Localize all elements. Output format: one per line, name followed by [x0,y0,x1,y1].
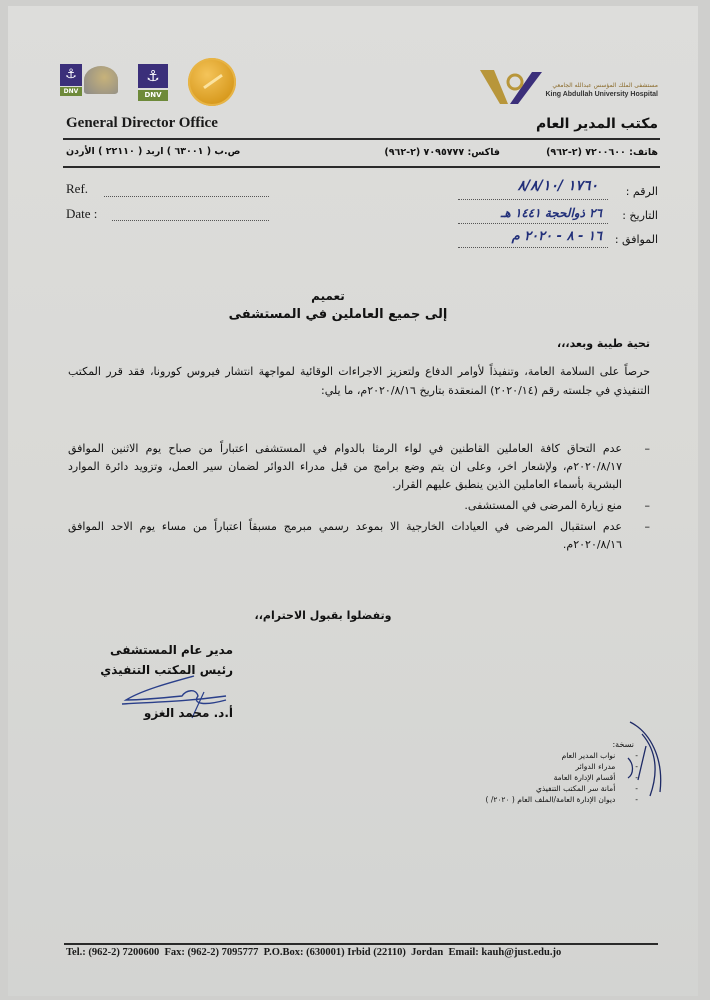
copy-bullet: - [635,795,638,804]
copies-list [486,750,638,805]
bullet-dash: – [644,499,650,512]
signatory-title-1: مدير عام المستشفى [110,643,233,657]
copies-label: نسخة: [612,740,634,749]
header-rule-bottom [63,166,660,168]
decision-text: عدم التحاق كافة العاملين القاطنين في لواء الرمثا بالدوام في المستشفى اعتباراً من صباح يوم الاثنين الموافق ٢٠٢٠/٨/١٧م، ولإشعار اخر، وعلى ان يتم وضع برامج من قبل مدراء الدوائر لضمان سير العمل، وتزويد دائرة الموارد البشرية بأسماء العاملين الذين ينطبق عليهم القرار. [68,442,622,491]
decision-text: عدم استقبال المرضى في العيادات الخارجية الا بموعد رسمي مبرمج مسبقاً اعتباراً من مساء يوم الاحد الموافق ٢٠٢٠/٨/١٦م. [68,520,622,551]
certification-logo-1 [60,60,122,106]
gold-seal-logo [188,58,236,106]
bullet-dash: – [644,442,650,455]
handwritten-initials [620,718,672,798]
anchor-icon: ⚓ [138,64,168,88]
copy-bullet: - [635,762,638,771]
office-title-ar: مكتب المدير العام [535,116,658,132]
copy-bullet: - [635,751,638,760]
office-title-en: General Director Office [66,115,218,131]
signatory-name: أ.د. محمد الغزو [143,706,233,720]
dnv-badge: DNV [60,87,82,96]
kauh-logo-icon [480,68,544,106]
copy-bullet: - [635,784,638,793]
ref-line [104,196,269,197]
phone-ar: هاتف: ٧٢٠٠٦٠٠ (٢-٩٦٢) [546,147,658,158]
copy-text: مدراء الدوائر [575,762,616,771]
circular-title: تعميم [311,289,345,303]
greeting: تحية طيبة وبعد،،، [557,337,650,350]
hospital-name-en: King Abdullah University Hospital [545,91,658,98]
gregorian-date-line [458,247,608,248]
copy-bullet: - [635,773,638,782]
hijri-date-line [458,223,608,224]
footer-rule [64,943,658,945]
dnv-badge: DNV [138,90,168,101]
hijri-date-value: ٢٦ ذوالحجة ١٤٤١ هـ [500,206,602,220]
seal-stroke [203,74,223,89]
copy-text: نواب المدير العام [561,751,616,760]
decisions-list [68,440,650,557]
emblem-icon [84,66,118,94]
number-value: ١٧٦٠ /٨/٨/١٠ [517,178,598,194]
hospital-logo [480,68,544,106]
certification-logo-2 [138,58,168,108]
decision-text: منع زيارة المرضى في المستشفى. [464,499,622,512]
fax-ar: فاكس: ٧٠٩٥٧٧٧ (٢-٩٦٢) [384,147,500,158]
date-label-ar: التاريخ : [622,209,658,222]
signatory-title-2: رئيس المكتب التنفيذي [100,663,233,677]
bullet-dash: – [644,520,650,533]
gregorian-date-value: ١٦ - ٨ - ٢٠٢٠ م [511,229,602,244]
intro-paragraph: حرصاً على السلامة العامة، وتنفيذاً لأوامر الدفاع ولتعزيز الاجراءات الوقائية لمواجهة انتشار فيروس كورونا، فقد قرر المكتب التنفيذي في جلسته رقم (٢٠٢٠/١٤) المنعقدة بتاريخ ٢٠٢٠/٨/١٦م، ما يلي: [68,365,650,397]
copy-item [486,750,638,761]
copy-item [486,772,638,783]
decision-item [68,440,650,494]
decision-item [68,518,650,554]
letter-page [8,6,698,996]
copy-item [486,794,638,805]
anchor-icon: ⚓ [60,64,82,86]
copy-item [486,783,638,794]
circular-recipients: إلى جميع العاملين في المستشفى [228,307,448,322]
copy-text: أقسام الإدارة العامة [553,773,616,782]
date-label: Date : [66,206,98,221]
header-rule-top [63,138,660,140]
number-line [458,199,608,200]
ref-label: Ref. [66,181,89,196]
copy-item [486,761,638,772]
address-ar: ص.ب ( ٦٣٠٠١ ) اربد ( ٢٢١١٠ ) الأردن [66,146,241,157]
copy-text: أمانة سر المكتب التنفيذي [535,784,616,793]
hospital-name-ar: مستشفى الملك المؤسس عبدالله الجامعي [552,82,658,89]
footer-contact: Tel.: (962-2) 7200600 Fax: (962-2) 7095777 P.O.Box: (630001) Irbid (22110) Jordan Email: kauh@just.edu.jo [66,947,562,958]
decision-item [68,497,650,515]
closing: وتفضلوا بقبول الاحترام،، [254,609,392,622]
corresponding-label-ar: الموافق : [614,233,658,246]
date-line [112,220,269,221]
number-label-ar: الرقم : [625,185,658,198]
copy-text: ديوان الإدارة العامة/الملف العام ( ٢٠٢٠/ ) [485,795,616,804]
